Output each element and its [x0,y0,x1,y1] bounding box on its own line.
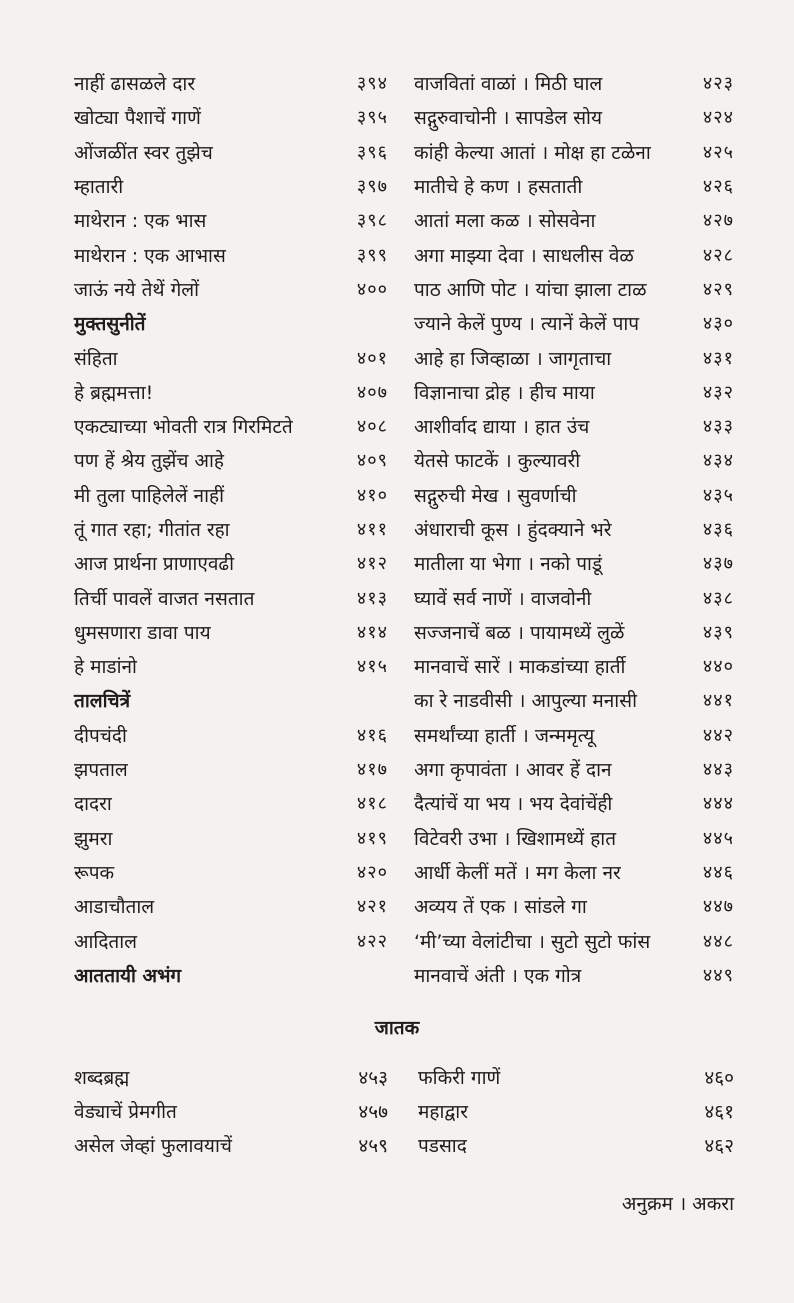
toc-entry [414,718,734,752]
toc-entry [414,478,734,512]
toc-entry [74,546,394,580]
toc-entry [74,855,394,889]
entry-title: रूपक [74,861,115,884]
entry-page-number: ४२६ [702,176,734,198]
entry-title: आदिताल [74,930,138,953]
toc-entry [74,409,394,443]
toc-entry [414,580,734,614]
entry-title: नाहीं ढासळले दार [74,73,196,96]
toc-entry [74,615,394,649]
entry-page-number: ४०७ [356,381,388,403]
toc-entry [414,169,734,203]
jatak-left-column [74,1060,394,1162]
entry-title: मानवाचें सारें । माकडांच्या हार्ती [414,656,626,679]
entry-title: मी तुला पाहिलेलें नाहीं [74,484,224,507]
toc-entry [414,855,734,889]
toc-entry [74,786,394,820]
entry-title: माथेरान : एक आभास [74,244,226,267]
entry-title: तालचित्रें [74,690,131,713]
toc-entry [74,169,394,203]
entry-title: खोट्या पैशाचें गाणें [74,107,201,130]
entry-title: कांही केल्या आतां । मोक्ष हा टळेना [414,141,651,164]
entry-title: आर्धी केलीं मतें । मग केला नर [414,861,621,884]
entry-title: माथेरान : एक भास [74,210,207,233]
toc-entry [414,203,734,237]
entry-title: झुमरा [74,827,113,850]
entry-page-number: ४१७ [356,759,388,781]
entry-page-number: ४०८ [356,416,388,438]
entry-title: आतां मला कळ । सोसवेना [414,210,596,233]
entry-title: विटेवरी उभा । खिशामध्यें हात [414,827,617,850]
entry-title: दीपचंदी [74,724,127,747]
entry-title: मातीचे हे कण । हसताती [414,176,583,199]
entry-title: आहे हा जिव्हाळा । जागृताचा [414,347,612,370]
entry-title: वेड्याचें प्रेमगीत [74,1101,177,1123]
entry-title: अंधाराची कूस । हुंदक्याने भरे [414,519,612,541]
toc-entry [74,66,394,100]
entry-page-number: ४१२ [356,553,388,575]
entry-page-number: ४४३ [702,759,734,781]
entry-title: आज प्रार्थना प्राणाएवढी [74,553,235,576]
toc-entry [74,375,394,409]
entry-page-number: ४२९ [702,278,734,300]
toc-entry [414,512,734,546]
entry-title: तिर्ची पावलें वाजत नसतात [74,587,255,610]
entry-page-number: ४२० [356,861,388,883]
entry-page-number: ४६० [704,1067,734,1089]
jatak-right-column [418,1060,734,1162]
entry-page-number: ४१८ [356,793,388,815]
entry-title: हे ब्रह्ममत्ता! [74,381,154,404]
entry-page-number: ४३३ [702,416,734,438]
toc-entry [414,340,734,374]
toc-entry [414,752,734,786]
toc-entry [414,409,734,443]
toc-entry [414,958,734,992]
toc-entry [414,272,734,306]
entry-page-number: ४३६ [702,519,734,540]
entry-title: वाजवितां वाळां । मिठी घाल [414,73,603,96]
entry-page-number: ३९७ [356,176,388,198]
entry-page-number: ४२८ [702,244,734,266]
toc-entry [74,1128,394,1162]
toc-entry [414,375,734,409]
entry-title: सद्गुरुची मेख । सुवर्णाची [414,484,577,507]
entry-title: सज्जनाचें बळ । पायामध्यें लुळें [414,621,625,644]
entry-title: अगा कृपावंता । आवर हें दान [414,759,612,782]
entry-title: मानवाचें अंती । एक गोत्र [414,964,582,987]
entry-title: महाद्वार [418,1101,468,1123]
entry-page-number: ४३५ [702,484,734,506]
toc-entry [414,306,734,340]
entry-title: अगा माझ्या देवा । साधलीस वेळ [414,244,634,267]
toc-entry [74,1094,394,1128]
entry-title: आशीर्वाद द्याया । हात उंच [414,416,590,439]
entry-title: असेल जेव्हां फुलावयाचें [74,1135,232,1157]
entry-page-number: ३९५ [356,107,388,129]
toc-entry [74,580,394,614]
toc-entry [74,1060,394,1094]
entry-page-number: ४१६ [356,724,388,746]
toc-entry [414,649,734,683]
entry-title: पडसाद [418,1135,467,1157]
entry-page-number: ४४४ [702,793,734,815]
entry-page-number: ४४८ [702,930,734,952]
toc-entry [74,752,394,786]
entry-title: ज्याने केलें पुण्य । त्यानें केलें पाप [414,313,640,336]
entry-page-number: ३९८ [356,210,388,232]
toc-section-heading [74,958,394,992]
entry-page-number: ४३१ [702,347,734,369]
toc-entry [418,1128,734,1162]
entry-title: विज्ञानाचा द्रोह । हीच माया [414,381,595,404]
entry-page-number: ४३४ [702,450,734,472]
toc-entry [74,203,394,237]
entry-title: झपताल [74,759,128,782]
toc-entry [74,821,394,855]
entry-page-number: ४४२ [702,724,734,746]
toc-entry [414,683,734,717]
toc-entry [414,889,734,923]
toc-entry [418,1060,734,1094]
toc-section-heading [74,306,394,340]
entry-title: पाठ आणि पोट । यांचा झाला टाळ [414,278,647,301]
entry-page-number: ४४१ [702,690,734,712]
section-title-jatak: जातक [374,1017,420,1039]
entry-page-number: ४१५ [356,656,388,678]
entry-title: शब्दब्रह्म [74,1067,130,1089]
entry-page-number: ४२१ [356,896,388,918]
toc-entry [414,786,734,820]
toc-entry [74,649,394,683]
toc-entry [414,443,734,477]
toc-entry [74,443,394,477]
toc-entry [74,512,394,546]
entry-page-number: ४०० [356,278,388,300]
toc-entry [74,135,394,169]
entry-page-number: ४३२ [702,381,734,403]
entry-page-number: ४५९ [358,1135,388,1157]
entry-title: जाऊं नये तेथें गेलों [74,278,200,301]
entry-title: धुमसणारा डावा पाय [74,621,211,644]
entry-page-number: ४२२ [356,930,388,952]
entry-title: आततायी अभंग [74,964,182,987]
entry-page-number: ४३८ [702,587,734,609]
entry-page-number: ४३० [702,313,734,335]
entry-page-number: ४२५ [702,141,734,163]
entry-page-number: ४४९ [702,964,734,986]
entry-page-number: ४४० [702,656,734,678]
toc-entry [414,135,734,169]
entry-page-number: ४२४ [702,107,734,129]
entry-title: दादरा [74,793,112,816]
entry-title: दैत्यांचें या भय । भय देवांचेंही [414,793,613,816]
entry-page-number: ४५७ [358,1101,388,1123]
entry-title: ओंजळींत स्वर तुझेच [74,141,213,164]
entry-title: आडाचौताल [74,896,155,919]
entry-page-number: ४११ [356,519,388,540]
entry-page-number: ४२७ [702,210,734,232]
entry-title: मुक्तसुनीतें [74,313,146,336]
entry-title: सद्गुरुवाचोनी । सापडेल सोय [414,107,602,130]
entry-page-number: ४४५ [702,827,734,849]
entry-title: पण हें श्रेय तुझेंच आहे [74,450,225,473]
entry-page-number: ४६२ [704,1135,734,1157]
toc-entry [414,237,734,271]
toc-entry [74,923,394,957]
toc-section-heading [74,683,394,717]
entry-page-number: ४०९ [356,450,388,472]
toc-entry [414,821,734,855]
entry-title: घ्यावें सर्व नाणें । वाजवोनी [414,587,592,610]
entry-page-number: ४१४ [356,621,388,643]
entry-page-number: ३९९ [356,244,388,266]
entry-title: फकिरी गाणें [418,1067,501,1089]
toc-entry [74,889,394,923]
entry-page-number: ३९४ [356,73,388,95]
entry-title: अव्यय तें एक । सांडले गा [414,896,587,919]
entry-page-number: ४३९ [702,621,734,643]
entry-page-number: ४०१ [356,347,388,369]
toc-entry [74,340,394,374]
page-footer: अनुक्रम । अकरा [621,1193,734,1215]
entry-page-number: ३९६ [356,141,388,163]
toc-entry [414,923,734,957]
entry-title: संहिता [74,347,118,370]
toc-entry [414,615,734,649]
entry-title: हे माडांनो [74,656,137,679]
toc-entry [418,1094,734,1128]
entry-title: ‘मी’च्या वेलांटीचा । सुटो सुटो फांस [414,930,651,953]
entry-page-number: ४५३ [358,1067,388,1089]
entry-title: येतसे फाटकें । कुल्यावरी [414,450,581,473]
toc-entry [74,100,394,134]
entry-page-number: ४१० [356,484,388,506]
toc-entry [74,237,394,271]
toc-left-column [74,66,394,992]
entry-title: म्हातारी [74,176,124,199]
toc-entry [414,100,734,134]
entry-page-number: ४१९ [356,827,388,849]
entry-page-number: ४२३ [702,73,734,95]
entry-page-number: ४३७ [702,553,734,575]
entry-title: एकट्याच्या भोवती रात्र गिरमिटते [74,416,293,439]
toc-right-column [414,66,734,992]
toc-entry [74,272,394,306]
toc-entry [74,718,394,752]
toc-entry [414,66,734,100]
entry-page-number: ४६१ [704,1101,734,1123]
entry-title: तूं गात रहा; गीतांत रहा [74,519,230,541]
toc-entry [414,546,734,580]
entry-page-number: ४४७ [702,896,734,918]
entry-page-number: ४१३ [356,587,388,609]
entry-page-number: ४४६ [702,861,734,883]
entry-title: मातीला या भेगा । नको पाडूं [414,553,603,576]
entry-title: का रे नाडवीसी । आपुल्या मनासी [414,690,637,713]
toc-entry [74,478,394,512]
entry-title: समर्थांच्या हार्ती । जन्ममृत्यू [414,724,595,747]
